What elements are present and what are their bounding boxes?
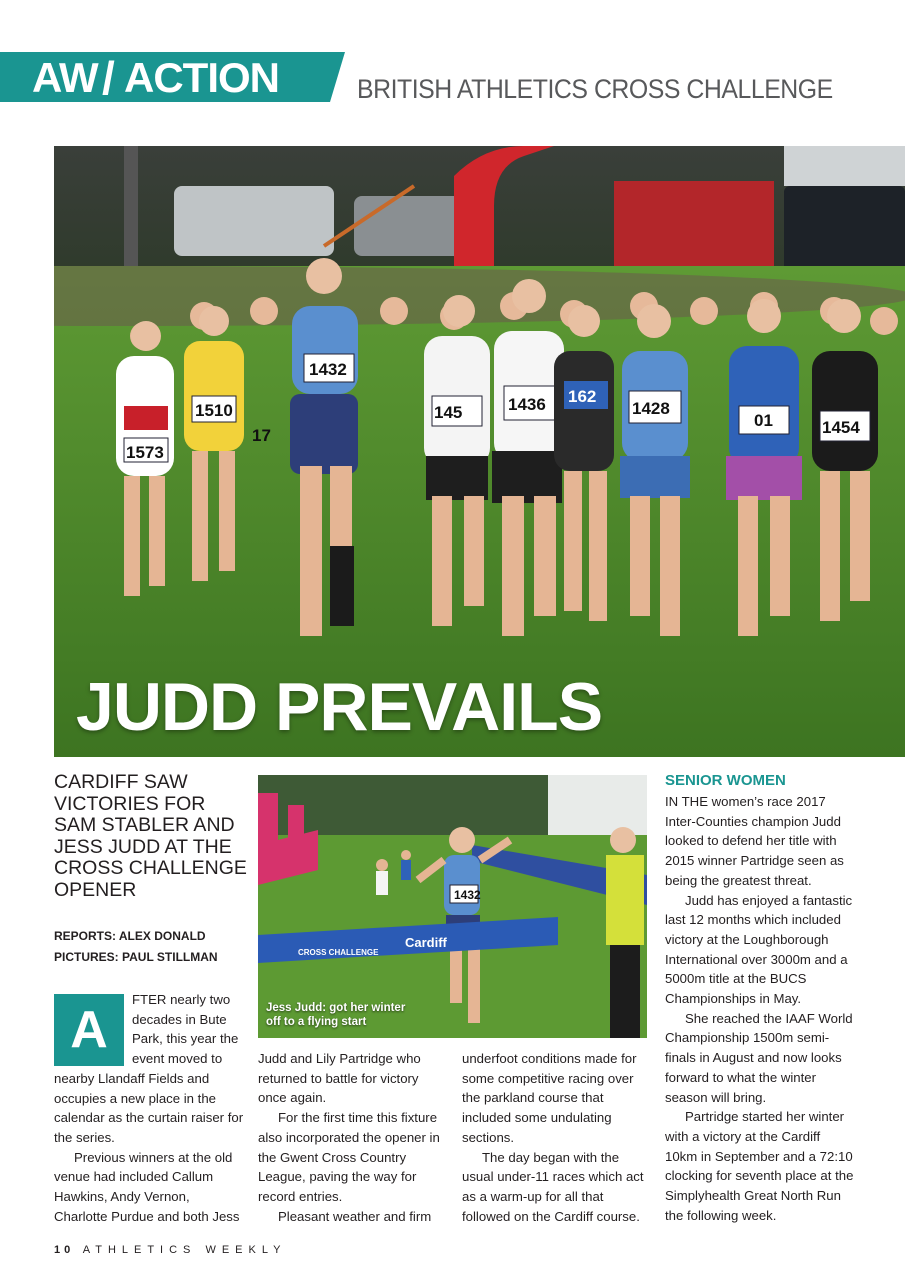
series-title: BRITISH ATHLETICS CROSS CHALLENGE (357, 74, 833, 104)
page-folio (54, 1244, 287, 1256)
article-paragraph: FTER nearly two decades in Bute Park, this year the event moved to nearby Llandaff Fields and occupies a new place in the calendar as the curtain raiser for the series. (54, 992, 244, 1145)
publication-name: ATHLETICS WEEKLY (82, 1244, 287, 1256)
hero-bib-label: 17 (252, 426, 271, 445)
hero-bib-label: 1436 (508, 395, 546, 414)
headline: JUDD PREVAILS (76, 669, 603, 745)
section-subhead: SENIOR WOMEN (665, 772, 786, 789)
hero-bib-label: 162 (568, 387, 597, 406)
pictures-credit: PICTURES: PAUL STILLMAN (54, 950, 218, 964)
article-paragraph: underfoot conditions made for some competitive racing over the parkland course that included some undulating sections. (462, 1051, 637, 1145)
finish-photo (258, 775, 647, 1038)
banner-sponsor-label: Cardiff (405, 935, 447, 950)
drop-cap: A (54, 994, 124, 1066)
article-paragraph: Judd and Lily Partridge who returned to battle for victory once again. (258, 1051, 421, 1106)
reports-credit: REPORTS: ALEX DONALD (54, 929, 206, 943)
article-paragraph: Previous winners at the old venue had included Callum Hawkins, Andy Vernon, Charlotte Purdue and both Jess (54, 1149, 240, 1224)
article-paragraph: Partridge started her winter with a victory at the Cardiff 10km in September and a 72:10 clocking for seventh place at the Simplyhealth Great North Run the following week. (665, 1109, 854, 1223)
article-paragraph: The day began with the usual under-11 races which act as a warm-up for all that followed on the Cardiff course. (462, 1149, 644, 1224)
finish-bib-label: 1432 (454, 888, 481, 902)
banner-brand-label: CROSS CHALLENGE (298, 948, 379, 957)
hero-bib-label: 1428 (632, 399, 670, 418)
article-paragraph: IN THE women’s race 2017 Inter-Counties champion Judd looked to defend her title with 2015 winner Partridge seen as being the greatest threat. (665, 794, 844, 888)
hero-bib-label: 1573 (126, 443, 164, 462)
finish-line-illustration (258, 775, 647, 1038)
standfirst: CARDIFF SAW VICTORIES FOR SAM STABLER AND JESS JUDD AT THE CROSS CHALLENGE OPENER (54, 771, 247, 901)
hero-race-illustration (54, 146, 905, 757)
brand-aw: AW (32, 54, 98, 101)
article-column-4 (665, 792, 855, 1225)
hero-bib-label: 1510 (195, 401, 233, 420)
article-paragraph: Judd has enjoyed a fantastic last 12 months which included victory at the Loughborough International over 3000m and a 5000m title at the BUCS Championships in May. (665, 892, 853, 1007)
brand-slash: / (102, 52, 114, 104)
hero-bib-label: 1454 (822, 418, 860, 437)
hero-bib-label: 01 (754, 411, 773, 430)
article-column-3 (462, 1049, 652, 1226)
article-paragraph: She reached the IAAF World Championship 1500m semi-finals in August and now looks forward to what the winter season will bring. (665, 1010, 853, 1105)
magazine-section-banner (0, 52, 345, 102)
brand-action: ACTION (124, 54, 279, 101)
article-column-2 (258, 1049, 448, 1226)
photo-caption: Jess Judd: got her winter off to a flying start (266, 1002, 406, 1028)
page-number: 10 (54, 1244, 75, 1256)
article-paragraph: Pleasant weather and firm (278, 1208, 432, 1224)
hero-photo (54, 146, 905, 757)
article-column-1 (54, 990, 246, 1226)
hero-bib-label: 145 (434, 403, 463, 422)
hero-bib-label: 1432 (309, 360, 347, 379)
article-paragraph: For the first time this fixture also incorporated the opener in the Gwent Cross Country League, paving the way for record entries. (258, 1110, 440, 1204)
